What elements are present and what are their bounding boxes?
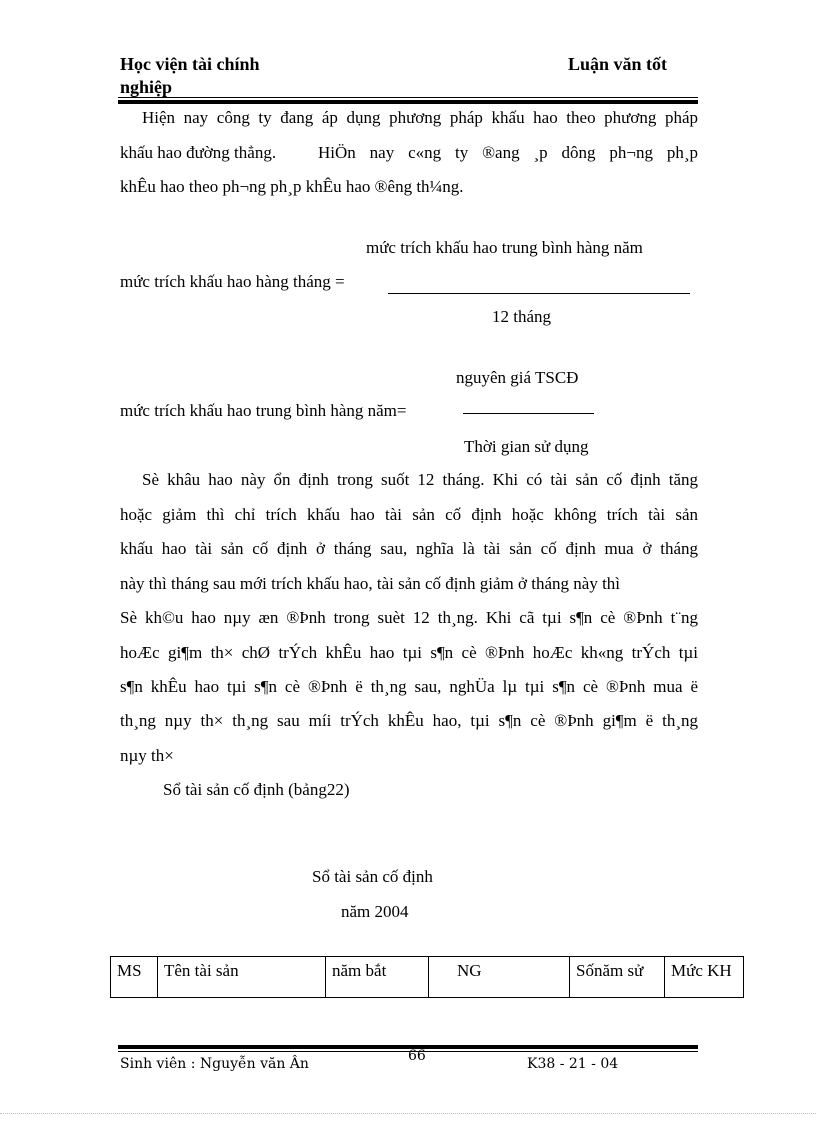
intro-line-1: Hiện nay công ty đang áp dụng phương pháp khấu hao theo phương pháp <box>142 108 698 127</box>
intro-line-2a: khấu hao đường thẳng. <box>120 143 277 162</box>
formula2-denominator: Thời gian sử dụng <box>464 437 589 456</box>
formula1-lhs: mức trích khấu hao hàng tháng = <box>120 272 345 291</box>
col-original-cost: NG <box>429 957 570 998</box>
header-institution: Học viện tài chính <box>120 54 260 74</box>
header-institution-cont: nghiệp <box>120 77 173 97</box>
formula1-fraction-bar <box>388 293 690 294</box>
paragraph1-line-3: khấu hao tài sản cố định ở tháng sau, nghĩa là tài sản cố định mua ở tháng <box>120 539 698 558</box>
paragraph1-line-2: hoặc giảm thì chỉ trích khấu hao tài sản cố định hoặc không trích tài sản <box>120 505 698 524</box>
col-asset-name: Tên tài sản <box>158 957 326 998</box>
col-depreciation-rate: Mức KH <box>665 957 744 998</box>
header-thesis-title: Luận văn tốt <box>568 54 668 74</box>
ledger-year: năm 2004 <box>341 902 409 921</box>
paragraph2-line-3: s¶n khÊu hao tµi s¶n cè ®Þnh ë th¸ng sau, nghÜa lµ tµi s¶n cè ®Þnh mua ë <box>120 677 698 696</box>
formula1-numerator: mức trích khấu hao trung bình hàng năm <box>366 238 643 257</box>
formula1-denominator: 12 tháng <box>492 307 552 326</box>
paragraph1-line-1: Sè khâu hao này ổn định trong suốt 12 tháng. Khi có tài sản cố định tăng <box>142 470 698 489</box>
footer-page-number: 66 <box>408 1048 426 1064</box>
footer-student: Sinh viên : Nguyễn văn Ân <box>120 1056 309 1072</box>
formula2-fraction-bar <box>463 413 594 414</box>
table-reference: Sổ tài sản cố định (bảng22) <box>163 780 350 799</box>
formula2-numerator: nguyên giá TSCĐ <box>456 368 579 387</box>
header-rule-thick <box>118 100 698 104</box>
paragraph2-line-4: th¸ng nµy th× th¸ng sau míi trÝch khÊu hao, tµi s¶n cè ®Þnh gi¶m ë th¸ng <box>120 711 698 730</box>
formula2-lhs: mức trích khấu hao trung bình hàng năm= <box>120 401 407 420</box>
paragraph2-line-5: nµy th× <box>120 746 174 765</box>
paragraph2-line-1: Sè kh©u hao nµy æn ®Þnh trong suèt 12 th¸ng. Khi cã tµi s¶n cè ®Þnh t¨ng <box>120 608 698 627</box>
paragraph1-line-4: này thì tháng sau mới trích khấu hao, tài sản cố định giảm ở tháng này thì <box>120 574 621 593</box>
col-years-of-use: Sốnăm sử <box>570 957 665 998</box>
intro-line-3: khÊu hao theo ph¬ng ph¸p khÊu hao ®êng th¼ng. <box>120 177 464 196</box>
header-rule-thin <box>118 97 698 98</box>
footer-class-code: K38 - 21 - 04 <box>527 1056 619 1072</box>
intro-line-2b: HiÖn nay c«ng ty ®ang ¸p dông ph¬ng ph¸p <box>318 143 698 162</box>
paragraph2-line-2: hoÆc gi¶m th× chØ trÝch khÊu hao tµi s¶n cè ®Þnh hoÆc kh«ng trÝch tµi <box>120 643 698 662</box>
ledger-title: Sổ tài sản cố định <box>312 867 433 886</box>
col-ms: MS <box>111 957 158 998</box>
ledger-table <box>110 956 744 998</box>
page-edge-dotted <box>0 1113 816 1114</box>
ledger-header-row <box>111 957 744 998</box>
col-start-year: năm bắt <box>326 957 429 998</box>
